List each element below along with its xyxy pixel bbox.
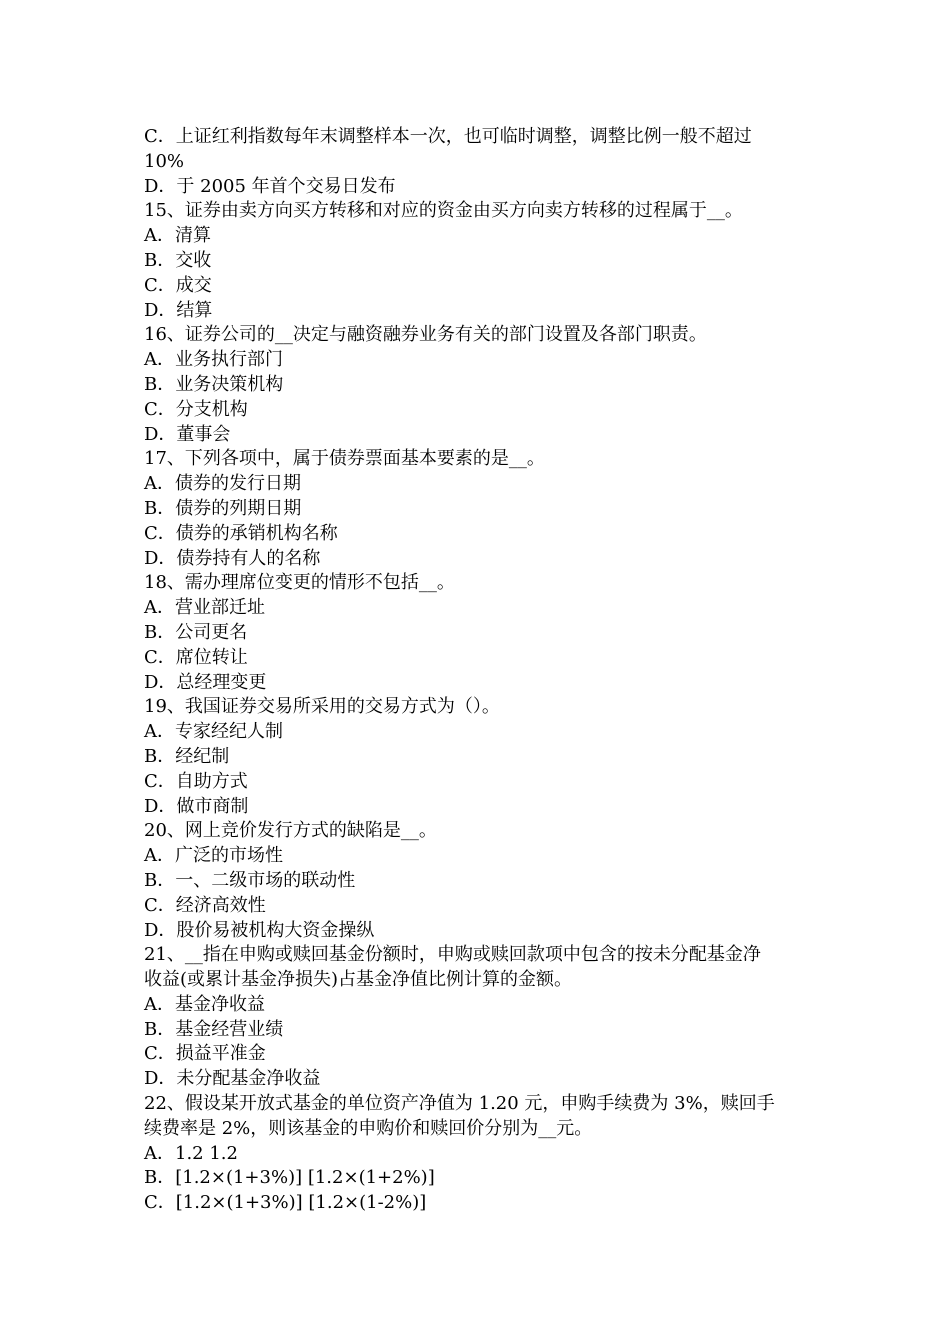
question-22-option-a: A．1.2 1.2 bbox=[144, 1142, 238, 1164]
question-18-option-a: A．营业部迁址 bbox=[144, 597, 265, 619]
question-17-option-b: B．债券的列期日期 bbox=[144, 497, 302, 519]
question-15-option-a: A．清算 bbox=[144, 225, 211, 247]
question-18-option-c: C．席位转让 bbox=[144, 646, 248, 668]
question-21-option-d: D．未分配基金净收益 bbox=[144, 1068, 321, 1090]
question-20-option-c: C．经济高效性 bbox=[144, 894, 266, 916]
question-19: 19、我国证券交易所采用的交易方式为（）。 bbox=[144, 696, 500, 718]
option-d: D．于 2005 年首个交易日发布 bbox=[144, 175, 396, 197]
question-15-option-c: C．成交 bbox=[144, 274, 212, 296]
question-19-option-d: D．做市商制 bbox=[144, 795, 249, 817]
question-20-option-d: D．股价易被机构大资金操纵 bbox=[144, 919, 375, 941]
question-22-line-1: 22、假设某开放式基金的单位资产净值为 1.20 元，申购手续费为 3%，赎回手 bbox=[144, 1093, 775, 1115]
question-15-option-d: D．结算 bbox=[144, 299, 213, 321]
question-17-option-c: C．债券的承销机构名称 bbox=[144, 522, 338, 544]
question-20: 20、网上竞价发行方式的缺陷是__。 bbox=[144, 820, 437, 842]
option-c-line-2: 10% bbox=[144, 150, 185, 172]
question-16-option-b: B．业务决策机构 bbox=[144, 373, 284, 395]
question-21-line-2: 收益(或累计基金净损失)占基金净值比例计算的金额。 bbox=[144, 969, 573, 991]
question-15-option-b: B．交收 bbox=[144, 249, 212, 271]
question-17-option-d: D．债券持有人的名称 bbox=[144, 547, 321, 569]
question-21-line-1: 21、__指在申购或赎回基金份额时，申购或赎回款项中包含的按未分配基金净 bbox=[144, 944, 761, 966]
question-15: 15、证券由卖方向买方转移和对应的资金由买方向卖方转移的过程属于__。 bbox=[144, 200, 743, 222]
question-20-option-b: B．一、二级市场的联动性 bbox=[144, 869, 356, 891]
question-16-option-a: A．业务执行部门 bbox=[144, 349, 283, 371]
question-22-option-c: C．[1.2×(1+3%)] [1.2×(1-2%)] bbox=[144, 1192, 427, 1214]
question-18: 18、需办理席位变更的情形不包括__。 bbox=[144, 572, 455, 594]
question-18-option-d: D．总经理变更 bbox=[144, 671, 267, 693]
question-19-option-b: B．经纪制 bbox=[144, 745, 230, 767]
question-16-option-d: D．董事会 bbox=[144, 423, 231, 445]
question-16: 16、证券公司的__决定与融资融券业务有关的部门设置及各部门职责。 bbox=[144, 324, 707, 346]
question-19-option-a: A．专家经纪人制 bbox=[144, 721, 283, 743]
question-20-option-a: A．广泛的市场性 bbox=[144, 845, 283, 867]
question-16-option-c: C．分支机构 bbox=[144, 398, 248, 420]
question-18-option-b: B．公司更名 bbox=[144, 621, 248, 643]
question-17-option-a: A．债券的发行日期 bbox=[144, 473, 301, 495]
question-21-option-c: C．损益平准金 bbox=[144, 1043, 266, 1065]
question-21-option-b: B．基金经营业绩 bbox=[144, 1018, 284, 1040]
question-17: 17、下列各项中，属于债券票面基本要素的是__。 bbox=[144, 448, 545, 470]
question-22-line-2: 续费率是 2%，则该基金的申购价和赎回价分别为__元。 bbox=[144, 1117, 593, 1139]
question-19-option-c: C．自助方式 bbox=[144, 770, 248, 792]
question-22-option-b: B．[1.2×(1+3%)] [1.2×(1+2%)] bbox=[144, 1167, 435, 1189]
document-page bbox=[144, 125, 810, 1216]
option-c-line-1: C．上证红利指数每年末调整样本一次，也可临时调整，调整比例一般不超过 bbox=[144, 126, 752, 147]
question-21-option-a: A．基金净收益 bbox=[144, 993, 265, 1015]
